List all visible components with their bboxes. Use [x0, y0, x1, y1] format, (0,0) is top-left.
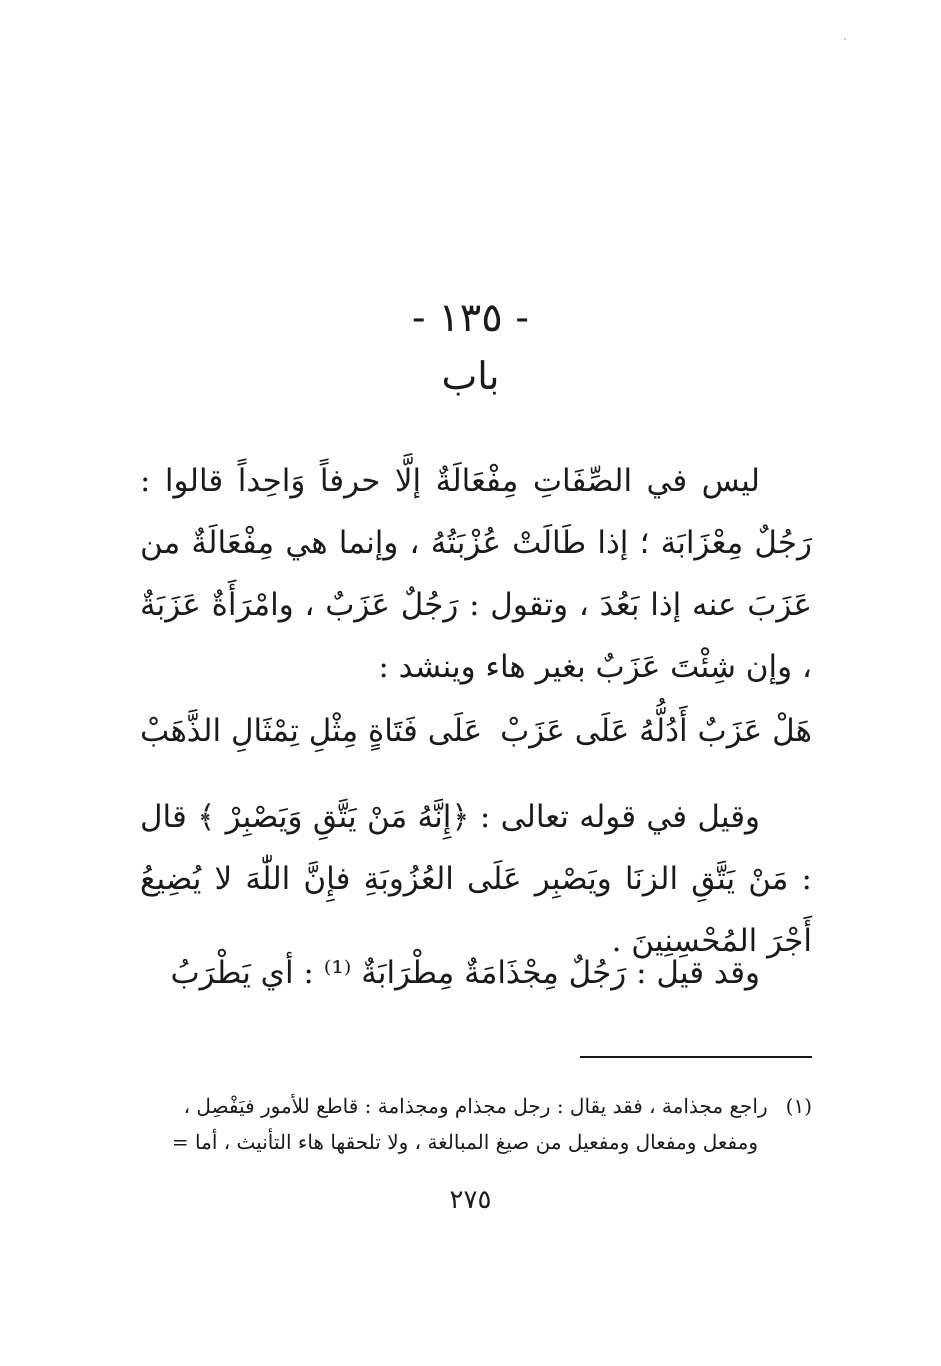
poem-hemistich-second: عَلَى فَتَاةٍ مِثْلِ تِمْثَالِ الذَّهَبْ — [140, 713, 483, 749]
poem-verse — [140, 700, 812, 762]
footnote-text: راجع مجذامة ، فقد يقال : رجل مجذام ومجذامة : قاطع للأمور فيَفْصِل ، — [183, 1094, 768, 1118]
chapter-title: باب — [441, 354, 500, 398]
scan-speck — [844, 38, 846, 40]
footnote-number: (١) — [785, 1094, 812, 1118]
paragraph-text: وقيل في قوله تعالى : ﴿إِنَّهُ مَنْ يَتَّقِ وَيَصْبِرْ ﴾ قال : مَنْ يَتَّقِ الزنَا ويَصْبِر عَلَى العُزُوبَةِ فإِنَّ اللّٰهَ لا يُضِيعُ أَجْرَ المُحْسِنِينَ . — [140, 799, 812, 959]
footnote-line-2: ومفعل ومفعال ومفعيل من صيغ المبالغة ، ولا تلحقها هاء التأنيث ، أما = — [171, 1130, 758, 1154]
paragraph-text: وقد قيل : رَجُلٌ مِجْذَامَةٌ مِطْرَابَةٌ ⁽¹⁾ : أي يَطْرَبُ — [170, 955, 760, 991]
paragraph-mijdhama — [140, 942, 812, 1004]
paragraph-text: ليس في الصِّفَاتِ مِفْعَالَةٌ إلَّا حرفاً وَاحِداً قالوا : رَجُلٌ مِعْزَابَة ؛ إذا طَالَتْ عُزْبَتُهُ ، وإنما هي مِفْعَالَةٌ من عَزَبَ عنه إذا بَعُدَ ، وتقول : رَجُلٌ عَزَبٌ ، وامْرَأَةٌ عَزَبَةٌ ، وإن شِئْتَ عَزَبٌ بغير هاء وينشد : — [140, 463, 812, 685]
poem-hemistich-first: هَلْ عَزَبٌ أَدُلُّهُ عَلَى عَزَبْ — [500, 713, 812, 749]
paragraph-definition — [140, 450, 812, 698]
footnote-line-1 — [140, 1088, 812, 1124]
footnote-separator — [580, 1056, 812, 1058]
page-number: ٢٧٥ — [449, 1185, 492, 1215]
footnotes — [140, 1088, 812, 1160]
chapter-number: - ١٣٥ - — [412, 295, 529, 341]
